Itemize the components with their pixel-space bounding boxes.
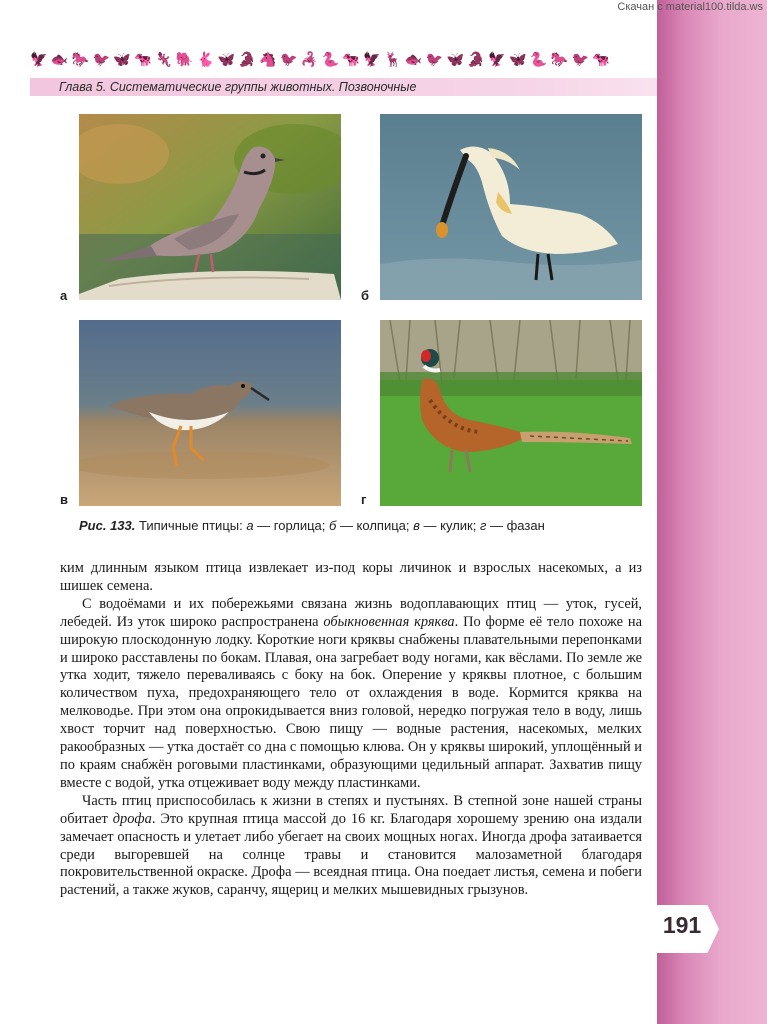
animal-silhouette-icon: 🐎 — [550, 53, 569, 68]
animal-silhouette-icon: 🐍 — [529, 53, 548, 68]
body-text — [60, 560, 642, 900]
photo-label-a: а — [60, 288, 68, 303]
animal-silhouette-icon: 🦎 — [154, 53, 173, 68]
animal-silhouette-icon: 🐟 — [404, 53, 423, 68]
animal-silhouette-icon: 🦋 — [446, 53, 464, 68]
animal-silhouette-icon: 🐦 — [425, 53, 444, 68]
animal-silhouette-icon: 🐄 — [592, 53, 610, 68]
animal-silhouette-icon: 🐦 — [571, 53, 589, 68]
animal-silhouette-icon: 🐊 — [467, 53, 485, 68]
paragraph-3 — [60, 793, 642, 900]
animal-silhouette-icon: 🐦 — [92, 53, 110, 68]
photo-spoonbill — [380, 114, 642, 300]
caption-pheasant: — фазан — [486, 518, 545, 533]
photo-label-v: в — [60, 492, 68, 507]
figure-caption — [79, 518, 545, 533]
photo-label-g: г — [361, 492, 367, 507]
animal-silhouette-icon: 🐊 — [238, 53, 256, 68]
animal-silhouette-icon: 🐎 — [71, 53, 90, 68]
photo-sandpiper — [79, 320, 341, 506]
caption-figure-number: Рис. 133. — [79, 518, 136, 533]
paragraph-2-start: С водоёмами и их побережьями связана жизнь водоплавающих птиц — уток, гусей, лебедей. Из уток широко распространена — [60, 595, 642, 630]
caption-spoonbill: — колпица; — [336, 518, 414, 533]
photo-label-b: б — [361, 288, 370, 303]
page-number: 191 — [662, 912, 702, 938]
animal-silhouette-icon: 🦌 — [384, 53, 402, 68]
animal-silhouette-icon: 🦋 — [113, 53, 131, 68]
animal-silhouette-icon: 🐴 — [259, 53, 277, 68]
caption-intro: Типичные птицы: — [135, 518, 247, 533]
photo-pheasant — [380, 320, 642, 506]
paragraph-3-end: . Это крупная птица массой до 16 кг. Благодаря хорошему зрению она издали замечает опасность и улетает либо убегает на своих мощных ногах. Иногда дрофа затаивается среди выгоревшей на солнце травы и становится малозаметной благодаря покровительственной окраске. Дрофа — всеядная птица. Она поедает листья, семена и побеги растений, а также жуков, саранчу, ящериц и мелких мышевидных грызунов. — [60, 810, 642, 899]
animal-silhouette-icon: 🐘 — [175, 53, 194, 68]
animal-silhouette-icon: 🦅 — [30, 53, 48, 68]
paragraph-2-end: . По форме её тело похоже на широкую плоскодонную лодку. Короткие ноги кряквы снабжены плавательными перепонками и широко расставлены по бокам. Плавая, она загребает воду ногами, как вёслами. По земле же утка ходит, тяжело переваливаясь с боку на бок. Оперение у кряквы плотное, с большим количеством пуха, предохраняющего тело от охлаждения в воде. Кормится кряква на мелководье. При этом она опрокидывается вниз головой, нередко погружая тело в воду, лишь хвост торчит над поверхностью. Свою пищу — водные растения, насекомых, мелких ракообразных — утка достаёт со дна с помощью клюва. Он у кряквы широкий, уплощённый и по краям снабжён роговыми пластинками, образующими цедильный аппарат. Захватив пищу вместе с водой, утка отцеживает воду между пластинками. — [60, 613, 643, 791]
term-mallard: обыкновенная кряква — [323, 613, 455, 630]
watermark: Скачан с material100.tilda.ws — [617, 1, 763, 13]
animal-silhouette-icon: 🐄 — [342, 53, 360, 68]
animal-silhouette-icon: 🦋 — [217, 53, 235, 68]
animal-silhouette-icon: 🦂 — [300, 53, 319, 68]
paragraph-3-start: Часть птиц приспособилась к жизни в степях и пустынях. В степной зоне нашей страны обитает — [60, 792, 642, 827]
animal-silhouette-icon: 🐦 — [279, 53, 298, 68]
animal-silhouette-icon: 🦅 — [488, 53, 506, 68]
animal-silhouette-icon: 🐇 — [196, 53, 215, 68]
paragraph-1: ким длинным языком птица извлекает из-под коры личинок и взрослых насекомых, а из шишек семена. — [60, 560, 642, 594]
animal-silhouettes-strip — [30, 52, 610, 70]
animal-silhouette-icon: 🐍 — [321, 53, 340, 68]
caption-letter-a: а — [246, 518, 254, 533]
chapter-title: Глава 5. Систематические группы животных. Позвоночные — [59, 80, 417, 94]
animal-silhouette-icon: 🐟 — [50, 53, 69, 68]
paragraph-2 — [60, 596, 642, 793]
caption-letter-b: б — [329, 518, 337, 533]
caption-sandpiper: — кулик; — [419, 518, 480, 533]
animal-silhouette-icon: 🦋 — [509, 53, 527, 68]
page-edge-band — [657, 0, 767, 1024]
caption-letter-g: г — [479, 518, 487, 533]
animal-silhouette-icon: 🐄 — [134, 53, 152, 68]
caption-dove: — горлица; — [253, 518, 330, 533]
term-bustard: дрофа — [112, 810, 152, 827]
animal-silhouette-icon: 🦅 — [363, 53, 381, 68]
caption-letter-v: в — [413, 518, 420, 533]
photo-dove — [79, 114, 341, 300]
